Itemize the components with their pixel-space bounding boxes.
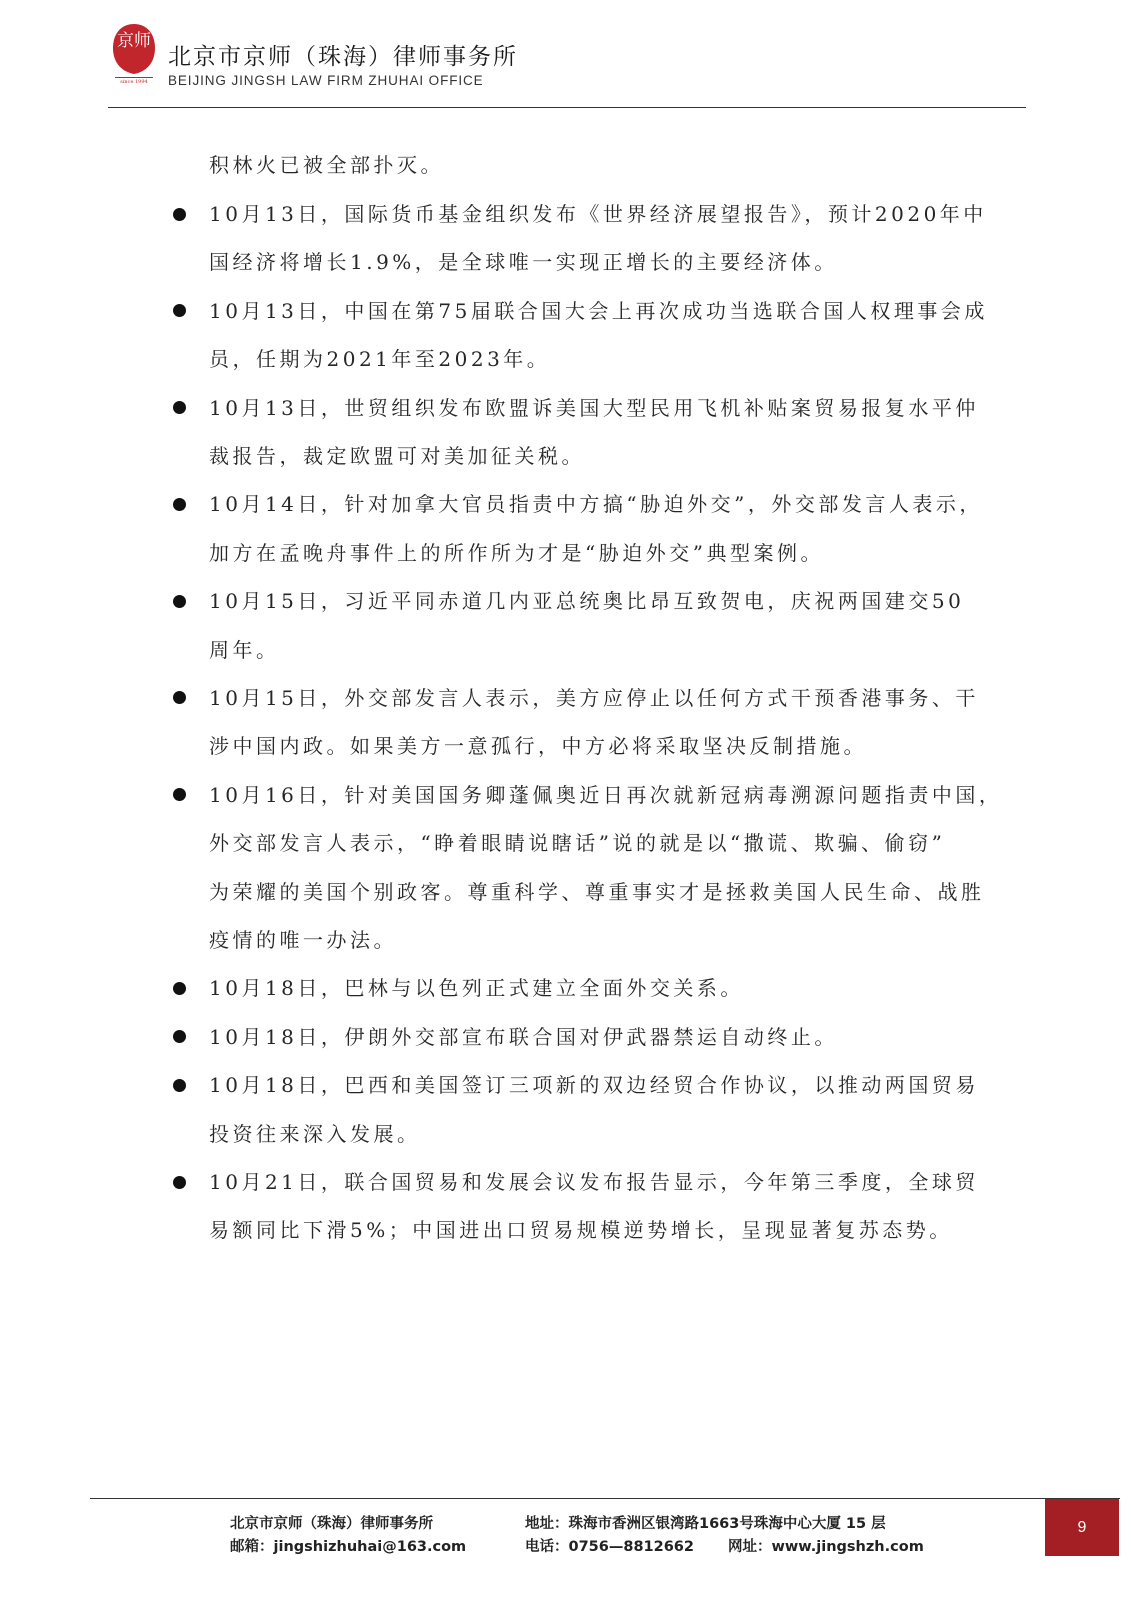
page-header (0, 0, 1131, 112)
text-line: 投资往来深入发展。 (209, 1122, 421, 1146)
text-line: 10月18日，伊朗外交部宣布联合国对伊武器禁运自动终止。 (209, 1025, 838, 1049)
text-line: 10月13日，世贸组织发布欧盟诉美国大型民用飞机补贴案贸易报复水平仲 (209, 396, 979, 420)
page-number-box (1045, 1499, 1119, 1556)
text-line: 10月16日，针对美国国务卿蓬佩奥近日再次就新冠病毒溯源问题指责中国， (209, 783, 1003, 807)
firm-logo-seal (111, 22, 157, 84)
bullet-dot (173, 1176, 186, 1189)
text-line: 积林火已被全部扑灭。 (209, 153, 444, 177)
text-line: 10月13日，国际货币基金组织发布《世界经济展望报告》，预计2020年中 (209, 202, 987, 226)
firm-name-block (168, 44, 518, 88)
page-number: 9 (1077, 1518, 1087, 1536)
text-line: 疫情的唯一办法。 (209, 928, 397, 952)
text-line: 外交部发言人表示，“睁着眼睛说瞎话”说的就是以“撒谎、欺骗、偷窃” (209, 831, 946, 855)
footer-phone: 电话：0756—8812662 (525, 1539, 694, 1555)
text-line: 10月14日，针对加拿大官员指责中方搞“胁迫外交”，外交部发言人表示， (209, 492, 983, 516)
bullet-dot (173, 788, 186, 801)
header-divider (108, 107, 1026, 108)
text-line: 加方在孟晚舟事件上的所作所为才是“胁迫外交”典型案例。 (209, 541, 824, 565)
bullet-dot (173, 304, 186, 317)
firm-name-cn: 北京市京师（珠海）律师事务所 (168, 44, 518, 70)
footer-website: 网址：www.jingshzh.com (728, 1539, 924, 1555)
firm-name-en: BEIJING JINGSH LAW FIRM ZHUHAI OFFICE (168, 73, 484, 88)
text-line: 10月18日，巴西和美国签订三项新的双边经贸合作协议，以推动两国贸易 (209, 1073, 979, 1097)
footer-address: 地址：珠海市香洲区银湾路1663号珠海中心大厦 15 层 (525, 1516, 886, 1532)
text-line: 员，任期为2021年至2023年。 (209, 347, 551, 371)
text-line: 10月15日，习近平同赤道几内亚总统奥比昂互致贺电，庆祝两国建交50 (209, 589, 965, 613)
bullet-dot (173, 208, 186, 221)
logo-char-jing: 京师 (117, 31, 151, 51)
bullet-dot (173, 982, 186, 995)
bullet-dot (173, 1030, 186, 1043)
footer-divider (90, 1498, 1120, 1499)
text-line: 周年。 (209, 638, 280, 662)
footer-firm-name: 北京市京师（珠海）律师事务所 (230, 1516, 433, 1532)
logo-since: since 1994 (120, 79, 148, 84)
bullet-dot (173, 1079, 186, 1092)
bullet-dot (173, 595, 186, 608)
text-line: 10月13日，中国在第75届联合国大会上再次成功当选联合国人权理事会成 (209, 299, 988, 323)
bullet-dot (173, 401, 186, 414)
text-line: 裁报告，裁定欧盟可对美加征关税。 (209, 444, 585, 468)
text-line: 国经济将增长1.9%，是全球唯一实现正增长的主要经济体。 (209, 250, 838, 274)
text-line: 涉中国内政。如果美方一意孤行，中方必将采取坚决反制措施。 (209, 734, 867, 758)
bullet-dot (173, 498, 186, 511)
text-line: 为荣耀的美国个别政客。尊重科学、尊重事实才是拯救美国人民生命、战胜 (209, 880, 985, 904)
text-line: 10月15日，外交部发言人表示，美方应停止以任何方式干预香港事务、干 (209, 686, 979, 710)
footer-email: 邮箱：jingshizhuhai@163.com (230, 1539, 467, 1555)
text-line: 10月18日，巴林与以色列正式建立全面外交关系。 (209, 976, 744, 1000)
bullet-dot (173, 691, 186, 704)
text-line: 易额同比下滑5%；中国进出口贸易规模逆势增长，呈现显著复苏态势。 (209, 1218, 953, 1242)
text-line: 10月21日，联合国贸易和发展会议发布报告显示，今年第三季度，全球贸 (209, 1170, 979, 1194)
